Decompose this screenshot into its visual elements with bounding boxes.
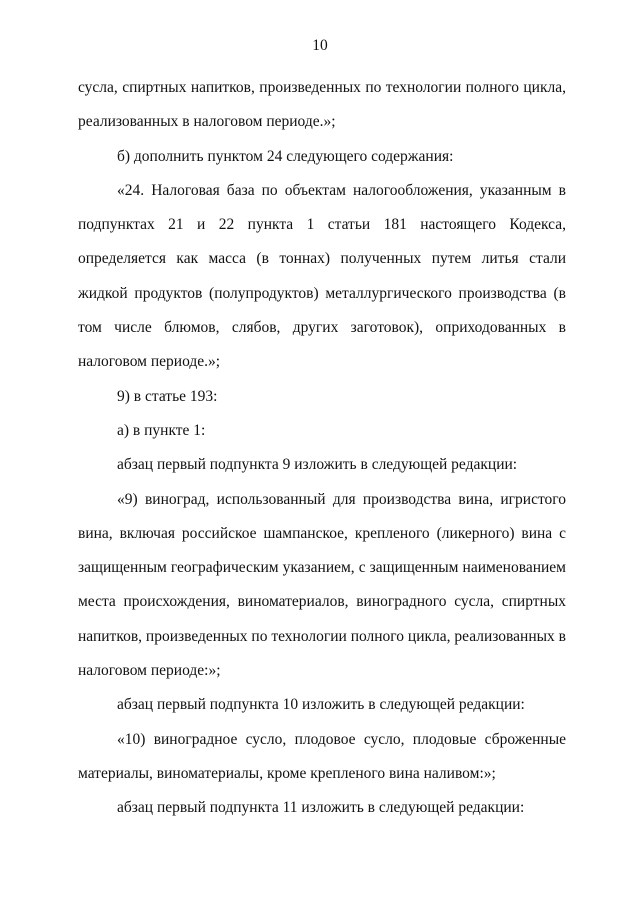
paragraph-continuation: сусла, спиртных напитков, произведенных по технологии полного цикла, реализованных в налоговом периоде.»;: [78, 79, 566, 131]
page-number: 10: [312, 37, 328, 54]
paragraph-subpoint-10-intro: абзац первый подпункта 10 изложить в следующей редакции:: [117, 696, 525, 714]
paragraph-subpoint-11-intro: абзац первый подпункта 11 изложить в следующей редакции:: [117, 799, 525, 817]
paragraph-subpoint-9: «9) виноград, использованный для производства вина, игристого вина, включая российское шампанское, крепленого (ликерного) вина с защищенным географическим указанием, с защищенным наименованием места происхождения, виноматериалов, виноградного сусла, спиртных напитков, произведенных по технологии полного цикла, реализованных в налоговом периоде:»;: [78, 490, 566, 680]
paragraph-item-a: а) в пункте 1:: [117, 421, 206, 439]
document-body: [78, 71, 566, 826]
paragraph-item-b: б) дополнить пунктом 24 следующего содержания:: [117, 147, 454, 165]
paragraph-point-24: «24. Налоговая база по объектам налогообложения, указанным в подпунктах 21 и 22 пункта 1 статьи 181 настоящего Кодекса, определяется как масса (в тоннах) полученных путем литья стали жидкой продуктов (полупродуктов) металлургического производства (в том числе блюмов, слябов, других заготовок), оприходованных в налоговом периоде.»;: [78, 181, 566, 371]
paragraph-subpoint-9-intro: абзац первый подпункта 9 изложить в следующей редакции:: [117, 456, 518, 474]
paragraph-subpoint-10: «10) виноградное сусло, плодовое сусло, плодовые сброженные материалы, виноматериалы, кроме крепленого вина наливом:»;: [78, 730, 566, 782]
paragraph-article-193: 9) в статье 193:: [117, 387, 218, 405]
